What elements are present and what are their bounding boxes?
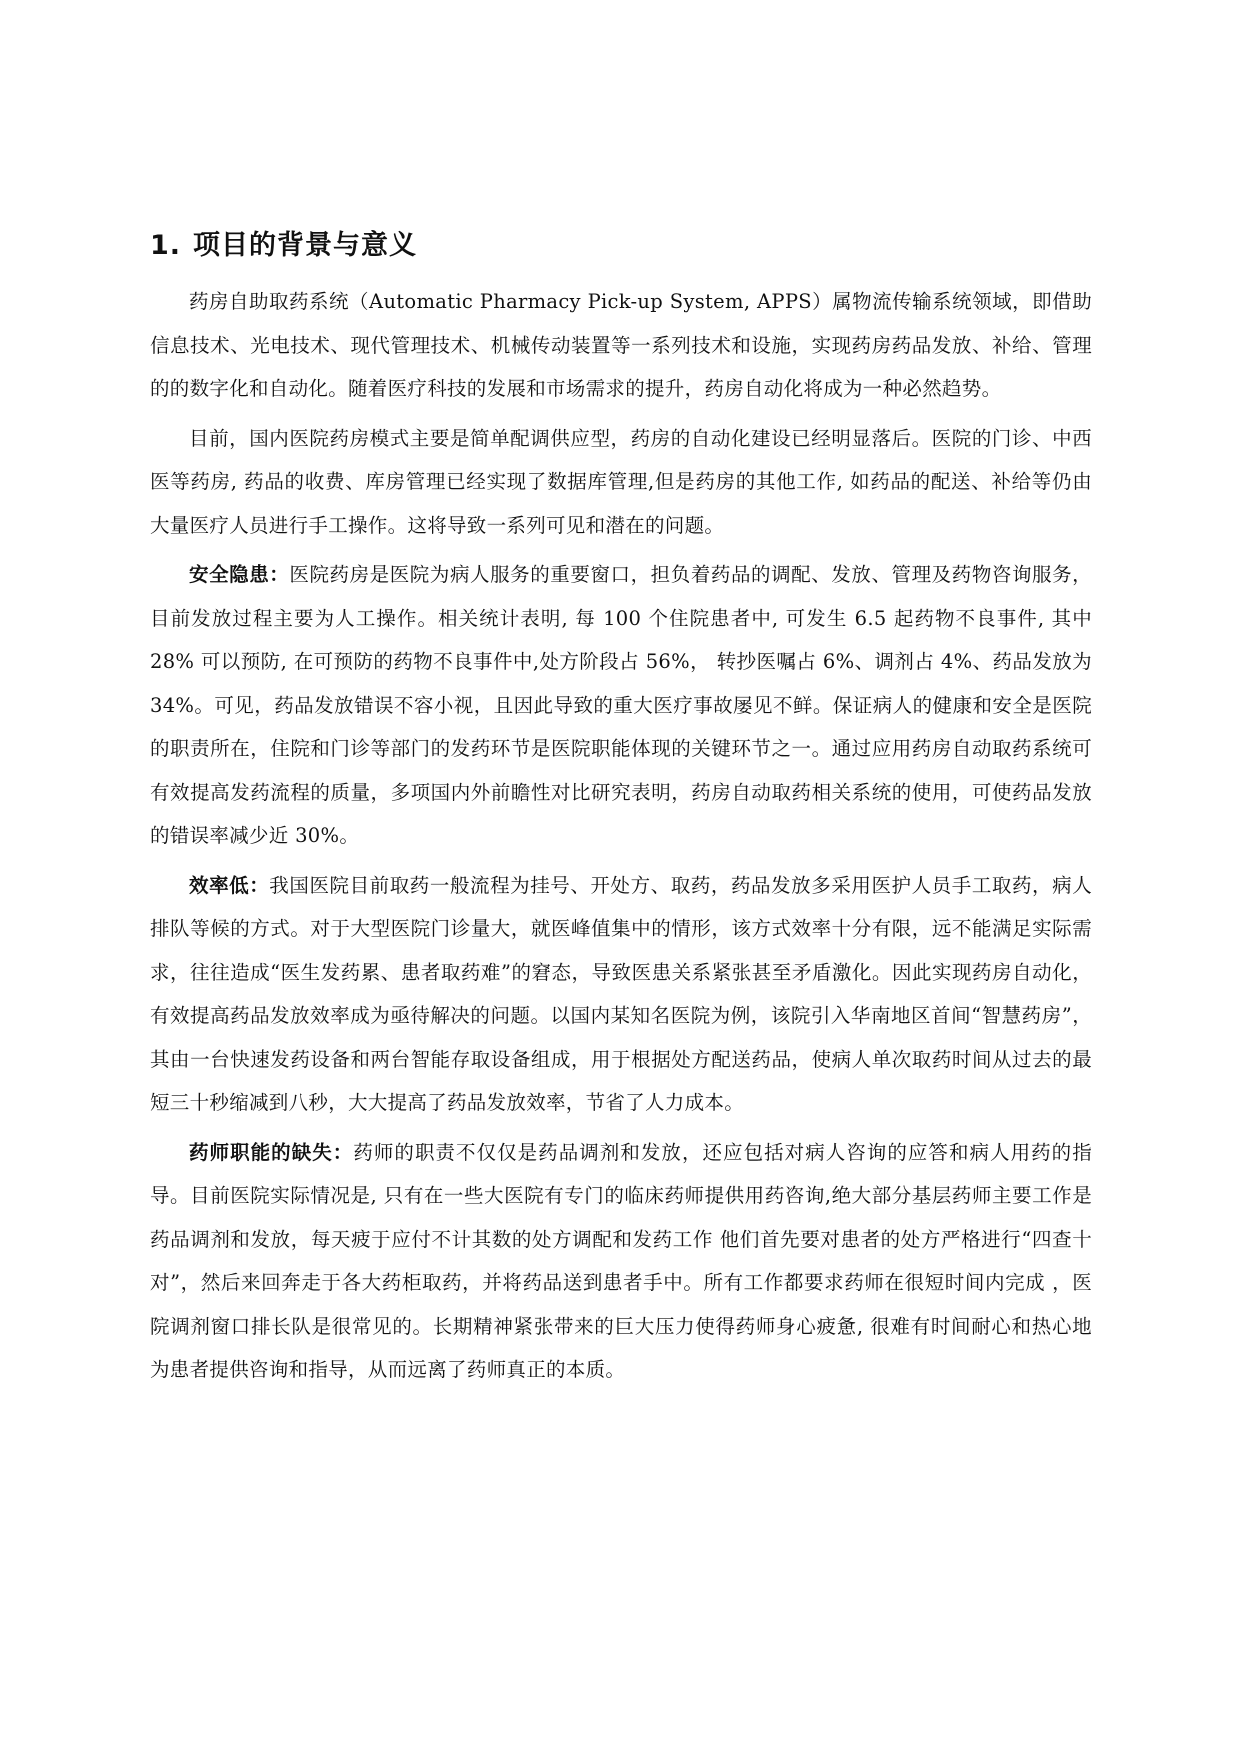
page-content (150, 224, 1092, 1398)
paragraph-text: 药房自助取药系统（Automatic Pharmacy Pick-up System, APPS）属物流传输系统领域，即借助信息技术、光电技术、现代管理技术、机械传动装置等一系列技术和设施，实现药房药品发放、补给、管理的的数字化和自动化。随着医疗科技的发展和市场需求的提升，药房自动化将成为一种必然趋势。 (150, 290, 1092, 400)
paragraph-text: 目前，国内医院药房模式主要是简单配调供应型，药房的自动化建设已经明显落后。医院的门诊、中西医等药房, 药品的收费、库房管理已经实现了数据库管理,但是药房的其他工作, 如药品的配送、补给等仍由大量医疗人员进行手工操作。这将导致一系列可见和潜在的问题。 (150, 426, 1092, 537)
section-number: 1. (150, 230, 182, 261)
paragraph-text: 我国医院目前取药一般流程为挂号、开处方、取药，药品发放多采用医护人员手工取药，病人排队等候的方式。对于大型医院门诊量大，就医峰值集中的情形，该方式效率十分有限，远不能满足实际需求，往往造成“医生发药累、患者取药难”的窘态，导致医患关系紧张甚至矛盾激化。因此实现药房自动化，有效提高药品发放效率成为亟待解决的问题。以国内某知名医院为例，该院引入华南地区首间“智慧药房”，其由一台快速发药设备和两台智能存取设备组成，用于根据处方配送药品，使病人单次取药时间从过去的最短三十秒缩减到八秒，大大提高了药品发放效率，节省了人力成本。 (150, 873, 1092, 1114)
paragraph-text: 医院药房是医院为病人服务的重要窗口，担负着药品的调配、发放、管理及药物咨询服务，目前发放过程主要为人工操作。相关统计表明, 每 100 个住院患者中, 可发生 6.5 起药物不良事件, 其中 28% 可以预防, 在可预防的药物不良事件中,处方阶段占 56%， 转抄医嘱占 6%、调剂占 4%、药品发放为 34%。可见，药品发放错误不容小视，且因此导致的重大医疗事故屡见不鲜。保证病人的健康和安全是医院的职责所在，住院和门诊等部门的发药环节是医院职能体现的关键环节之一。通过应用药房自动取药系统可有效提高发药流程的质量，多项国内外前瞻性对比研究表明，药房自动取药相关系统的使用，可使药品发放的错误率减少近 30%。 (150, 563, 1092, 847)
section-title: 项目的背景与意义 (193, 230, 418, 261)
paragraph-low-efficiency (150, 864, 1092, 1125)
paragraph-intro (150, 280, 1092, 411)
paragraph-lead: 效率低： (189, 873, 270, 897)
paragraph-lead: 药师职能的缺失： (189, 1140, 354, 1164)
paragraph-pharmacist-role (150, 1131, 1092, 1392)
paragraph-text: 药师的职责不仅仅是药品调剂和发放，还应包括对病人咨询的应答和病人用药的指导。目前医院实际情况是, 只有在一些大医院有专门的临床药师提供用药咨询,绝大部分基层药师主要工作是药品调剂和发放，每天疲于应付不计其数的处方调配和发药工作 他们首先要对患者的处方严格进行“四查十对”，然后来回奔走于各大药柜取药，并将药品送到患者手中。所有工作都要求药师在很短时间内完成 ，医院调剂窗口排长队是很常见的。长期精神紧张带来的巨大压力使得药师身心疲惫, 很难有时间耐心和热心地为患者提供咨询和指导，从而远离了药师真正的本质。 (150, 1140, 1092, 1381)
paragraph-safety-risk (150, 553, 1092, 858)
section-heading (150, 224, 1092, 268)
paragraph-current-status (150, 417, 1092, 548)
paragraph-lead: 安全隐患： (189, 563, 290, 586)
